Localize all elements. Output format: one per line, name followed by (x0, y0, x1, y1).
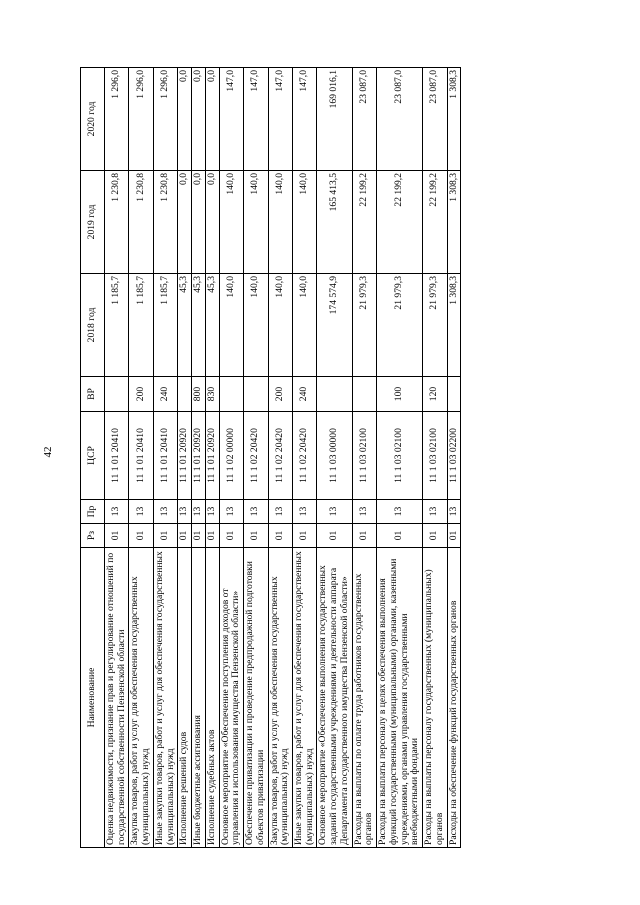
cell-csr: 11 1 02 20420 (293, 412, 317, 500)
cell-2018: 140,0 (244, 274, 268, 377)
cell-2019: 22 199,2 (377, 171, 423, 274)
cell-pr: 13 (129, 500, 153, 524)
cell-2020: 0,0 (178, 68, 192, 171)
cell-pr: 13 (105, 500, 129, 524)
header-2018: 2018 год (81, 274, 105, 377)
cell-2018: 45,3 (205, 274, 219, 377)
cell-2019: 1 230,8 (129, 171, 153, 274)
cell-rz: 01 (178, 524, 192, 548)
cell-name: Закупка товаров, работ и услуг для обеспечения государственных (муниципальных) нужд (129, 548, 153, 848)
cell-csr: 11 1 01 20920 (205, 412, 219, 500)
cell-pr: 13 (205, 500, 219, 524)
cell-2019: 140,0 (244, 171, 268, 274)
table-header-row (81, 68, 105, 848)
table-row (205, 68, 219, 848)
cell-2020: 23 087,0 (352, 68, 376, 171)
cell-rz: 01 (129, 524, 153, 548)
cell-pr: 13 (219, 500, 243, 524)
table-row (317, 68, 352, 848)
cell-csr: 11 1 03 02100 (423, 412, 447, 500)
cell-2020: 1 296,0 (153, 68, 177, 171)
cell-name: Обеспечение приватизации и проведение предпродажной подготовки объектов приватизации (244, 548, 268, 848)
cell-name: Исполнение решений судов (178, 548, 192, 848)
cell-2019: 140,0 (293, 171, 317, 274)
cell-csr: 11 1 03 00000 (317, 412, 352, 500)
cell-2020: 23 087,0 (377, 68, 423, 171)
cell-vr (447, 377, 461, 412)
cell-2018: 1 185,7 (129, 274, 153, 377)
cell-2019: 140,0 (219, 171, 243, 274)
cell-2020: 0,0 (192, 68, 206, 171)
cell-pr: 13 (244, 500, 268, 524)
cell-2019: 22 199,2 (352, 171, 376, 274)
cell-2020: 147,0 (268, 68, 292, 171)
cell-rz: 01 (219, 524, 243, 548)
table-row (377, 68, 423, 848)
cell-csr: 11 1 03 02100 (377, 412, 423, 500)
cell-2019: 165 413,5 (317, 171, 352, 274)
cell-pr: 13 (377, 500, 423, 524)
cell-vr: 120 (423, 377, 447, 412)
cell-vr (178, 377, 192, 412)
cell-vr: 200 (268, 377, 292, 412)
cell-name: Исполнение судебных актов (205, 548, 219, 848)
cell-2019: 1 230,8 (153, 171, 177, 274)
cell-rz: 01 (352, 524, 376, 548)
header-csr: ЦСР (81, 412, 105, 500)
table-row (423, 68, 447, 848)
cell-rz: 01 (317, 524, 352, 548)
header-2020: 2020 год (81, 68, 105, 171)
cell-2018: 174 574,9 (317, 274, 352, 377)
cell-csr: 11 1 02 20420 (244, 412, 268, 500)
cell-2018: 21 979,3 (423, 274, 447, 377)
table-row (268, 68, 292, 848)
cell-vr (219, 377, 243, 412)
cell-rz: 01 (268, 524, 292, 548)
cell-vr: 830 (205, 377, 219, 412)
cell-rz: 01 (423, 524, 447, 548)
cell-2019: 1 308,3 (447, 171, 461, 274)
cell-vr: 200 (129, 377, 153, 412)
cell-2020: 169 016,1 (317, 68, 352, 171)
cell-pr: 13 (447, 500, 461, 524)
table-row (244, 68, 268, 848)
cell-vr (352, 377, 376, 412)
cell-csr: 11 1 01 20410 (105, 412, 129, 500)
cell-rz: 01 (377, 524, 423, 548)
cell-csr: 11 1 01 20920 (192, 412, 206, 500)
cell-2019: 1 230,8 (105, 171, 129, 274)
cell-2019: 0,0 (205, 171, 219, 274)
cell-2018: 21 979,3 (377, 274, 423, 377)
cell-vr (105, 377, 129, 412)
cell-csr: 11 1 01 20920 (178, 412, 192, 500)
cell-pr: 13 (178, 500, 192, 524)
table-row (153, 68, 177, 848)
cell-csr: 11 1 03 02200 (447, 412, 461, 500)
cell-name: Основное мероприятие «Обеспечение выполнения государственных заданий государственными учреждениями и деятельности аппарата Департамента государственного имущества Пензенской области» (317, 548, 352, 848)
cell-name: Иные бюджетные ассигнования (192, 548, 206, 848)
header-name: Наименование (81, 548, 105, 848)
cell-2018: 1 185,7 (153, 274, 177, 377)
cell-rz: 01 (244, 524, 268, 548)
cell-name: Иные закупки товаров, работ и услуг для обеспечения государственных (муниципальных) нужд (153, 548, 177, 848)
header-pr: Пр (81, 500, 105, 524)
cell-rz: 01 (153, 524, 177, 548)
rotated-page (80, 68, 570, 848)
header-vr: ВР (81, 377, 105, 412)
table-row (352, 68, 376, 848)
cell-2018: 1 185,7 (105, 274, 129, 377)
cell-name: Оценка недвижимости, признание прав и регулирование отношений по государственной собственности Пензенской области (105, 548, 129, 848)
cell-2020: 147,0 (293, 68, 317, 171)
table-row (293, 68, 317, 848)
cell-pr: 13 (423, 500, 447, 524)
table-row (192, 68, 206, 848)
table-body (105, 68, 461, 848)
cell-name: Закупка товаров, работ и услуг для обеспечения государственных (муниципальных) нужд (268, 548, 292, 848)
header-2019: 2019 год (81, 171, 105, 274)
cell-name: Основное мероприятие «Обеспечение поступления доходов от управления и использования имущества Пензенской области» (219, 548, 243, 848)
cell-pr: 13 (317, 500, 352, 524)
budget-table (80, 67, 461, 848)
cell-name: Расходы на выплаты персоналу государственных (муниципальных) органов (423, 548, 447, 848)
cell-2020: 1 308,3 (447, 68, 461, 171)
cell-csr: 11 1 03 02100 (352, 412, 376, 500)
cell-2020: 147,0 (244, 68, 268, 171)
cell-2019: 0,0 (192, 171, 206, 274)
cell-csr: 11 1 02 20420 (268, 412, 292, 500)
cell-name: Расходы на выплаты персоналу в целях обеспечения выполнения функций государственными (муниципальными) органами, казенными учреждениями, органами управления государственными внебюджетными фондами (377, 548, 423, 848)
cell-2019: 140,0 (268, 171, 292, 274)
table-row (105, 68, 129, 848)
cell-vr: 800 (192, 377, 206, 412)
cell-2018: 140,0 (219, 274, 243, 377)
cell-name: Расходы на выплаты по оплате труда работников государственных органов (352, 548, 376, 848)
cell-2018: 1 308,3 (447, 274, 461, 377)
cell-2020: 147,0 (219, 68, 243, 171)
cell-csr: 11 1 01 20410 (153, 412, 177, 500)
cell-2018: 140,0 (268, 274, 292, 377)
table-row (178, 68, 192, 848)
cell-2019: 0,0 (178, 171, 192, 274)
cell-2018: 140,0 (293, 274, 317, 377)
cell-rz: 01 (192, 524, 206, 548)
cell-rz: 01 (205, 524, 219, 548)
cell-csr: 11 1 01 20410 (129, 412, 153, 500)
cell-2018: 45,3 (178, 274, 192, 377)
cell-pr: 13 (153, 500, 177, 524)
page-number: 42 (42, 446, 54, 458)
cell-vr: 240 (293, 377, 317, 412)
cell-2019: 22 199,2 (423, 171, 447, 274)
cell-rz: 01 (293, 524, 317, 548)
cell-2020: 23 087,0 (423, 68, 447, 171)
cell-vr (317, 377, 352, 412)
cell-csr: 11 1 02 00000 (219, 412, 243, 500)
cell-2020: 1 296,0 (129, 68, 153, 171)
cell-name: Иные закупки товаров, работ и услуг для обеспечения государственных (муниципальных) нужд (293, 548, 317, 848)
table-row (219, 68, 243, 848)
cell-rz: 01 (105, 524, 129, 548)
cell-rz: 01 (447, 524, 461, 548)
header-rz: Рз (81, 524, 105, 548)
table-row (129, 68, 153, 848)
cell-vr: 240 (153, 377, 177, 412)
cell-2018: 45,3 (192, 274, 206, 377)
cell-2020: 1 296,0 (105, 68, 129, 171)
cell-2020: 0,0 (205, 68, 219, 171)
cell-vr (244, 377, 268, 412)
cell-pr: 13 (192, 500, 206, 524)
cell-vr: 100 (377, 377, 423, 412)
cell-pr: 13 (268, 500, 292, 524)
cell-2018: 21 979,3 (352, 274, 376, 377)
cell-name: Расходы на обеспечение функций государственных органов (447, 548, 461, 848)
table-row (447, 68, 461, 848)
cell-pr: 13 (352, 500, 376, 524)
cell-pr: 13 (293, 500, 317, 524)
